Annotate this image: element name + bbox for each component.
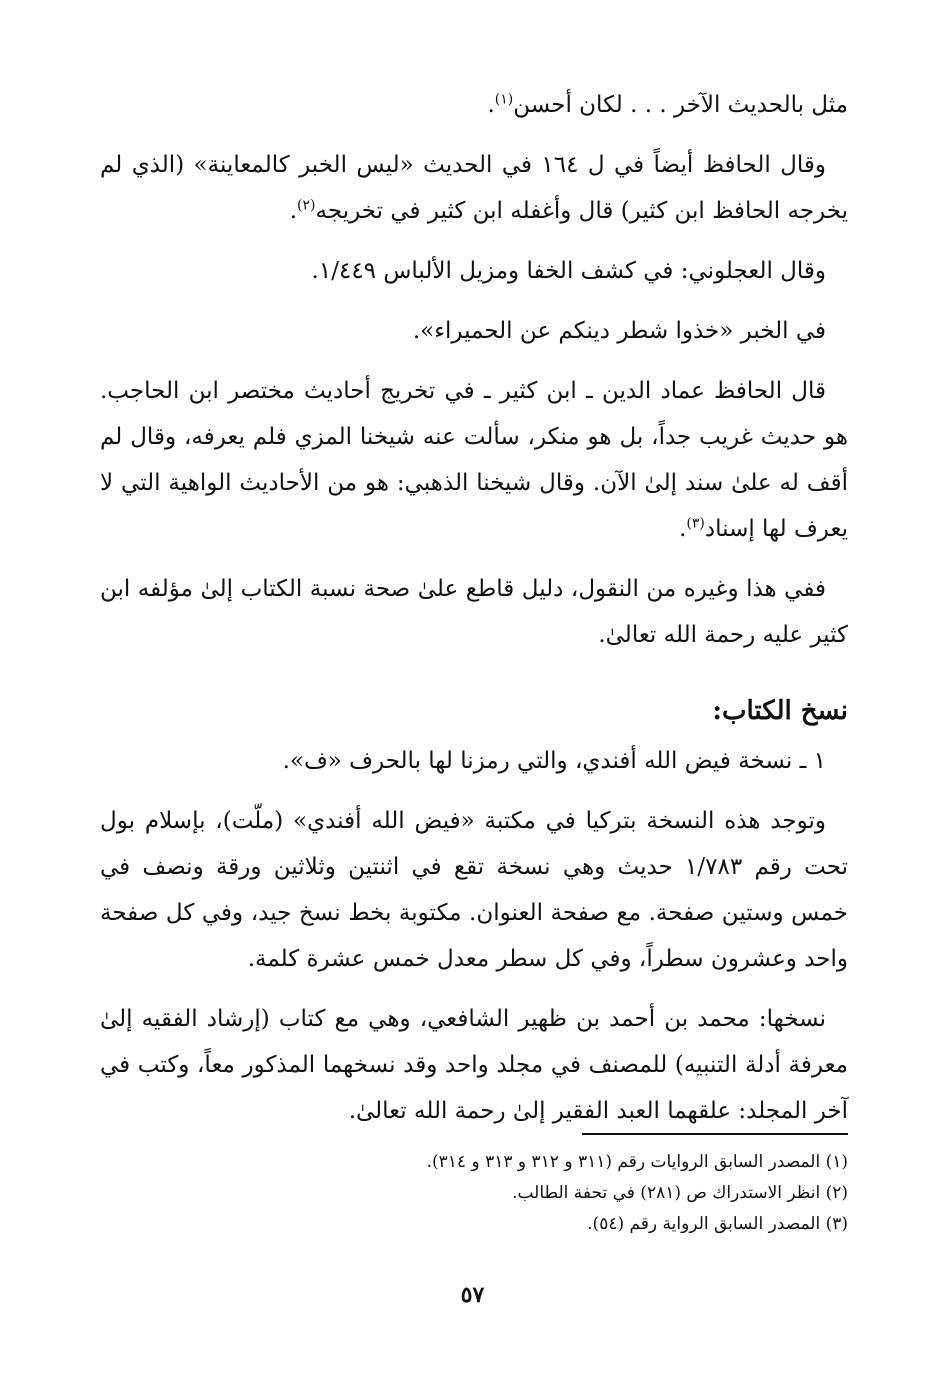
- paragraph-5: قال الحافظ عماد الدين ـ ابن كثير ـ في تخريج أحاديث مختصر ابن الحاجب. هو حديث غريب جداً، بل هو منكر، سألت عنه شيخنا المزي فلم يعرفه، وقال لم أقف له علىٰ سند إلىٰ الآن. وقال شيخنا الذهبي: هو من الأحاديث الواهية التي لا يعرف لها إسناد$^{(٣)}$.: [100, 378, 848, 542]
- footnote-1: (١) المصدر السابق الروايات رقم (٣١١ و ٣١٢ و ٣١٣ و ٣١٤).: [426, 1152, 848, 1172]
- paragraph-2: وقال الحافظ أيضاً في ل ١٦٤ في الحديث «ليس الخبر كالمعاينة» (الذي لم يخرجه الحافظ ابن كثير) قال وأغفله ابن كثير في تخريجه$^{(٢)}$.: [100, 152, 848, 224]
- page-number: ٥٧: [460, 1282, 485, 1308]
- footnote-marker-2: (٢): [297, 197, 316, 214]
- footnote-marker-1: (١): [494, 91, 514, 108]
- copy-item-1: ١ ـ نسخة فيض الله أفندي، والتي رمزنا لها بالحرف «ف».: [282, 748, 826, 774]
- paragraph-1: مثل بالحديث الآخر . . . لكان أحسن$^{(١)}$.: [487, 91, 848, 118]
- copy-description: وتوجد هذه النسخة بتركيا في مكتبة «فيض الله أفندي» (ملّت)، بإسلام بول تحت رقم ١/٧٨٣ حديث وهي نسخة تقع في اثنتين وثلاثين ورقة ونصف في خمس وستين صفحة. مع صفحة العنوان. مكتوبة بخط نسخ جيد، وفي كل صفحة واحد وعشرون سطراً، وفي كل سطر معدل خمس عشرة كلمة.: [100, 808, 848, 972]
- paragraph-6: ففي هذا وغيره من النقول، دليل قاطع علىٰ صحة نسبة الكتاب إلىٰ مؤلفه ابن كثير عليه رحمة الله تعالىٰ.: [100, 576, 848, 648]
- main-text: [100, 82, 848, 1148]
- copy-scribe: نسخها: محمد بن أحمد بن ظهير الشافعي، وهي مع كتاب (إرشاد الفقيه إلىٰ معرفة أدلة التنبيه) للمصنف في مجلد واحد وقد نسخهما المذكور معاً، وكتب في آخر المجلد: علقهما العبد الفقير إلىٰ رحمة الله تعالىٰ.: [100, 1006, 848, 1124]
- footnote-2: (٢) انظر الاستدراك ص (٢٨١) في تحفة الطالب.: [512, 1183, 848, 1203]
- section-heading: نسخ الكتاب:: [712, 696, 848, 726]
- footnote-3: (٣) المصدر السابق الرواية رقم (٥٤).: [587, 1214, 848, 1234]
- paragraph-3: وقال العجلوني: في كشف الخفا ومزيل الألباس ١/٤٤٩.: [311, 258, 826, 284]
- footnotes: [100, 1147, 848, 1240]
- paragraph-4: في الخبر «خذوا شطر دينكم عن الحميراء».: [412, 318, 826, 344]
- footnote-separator: [582, 1133, 848, 1135]
- footnote-marker-3: (٣): [686, 515, 705, 532]
